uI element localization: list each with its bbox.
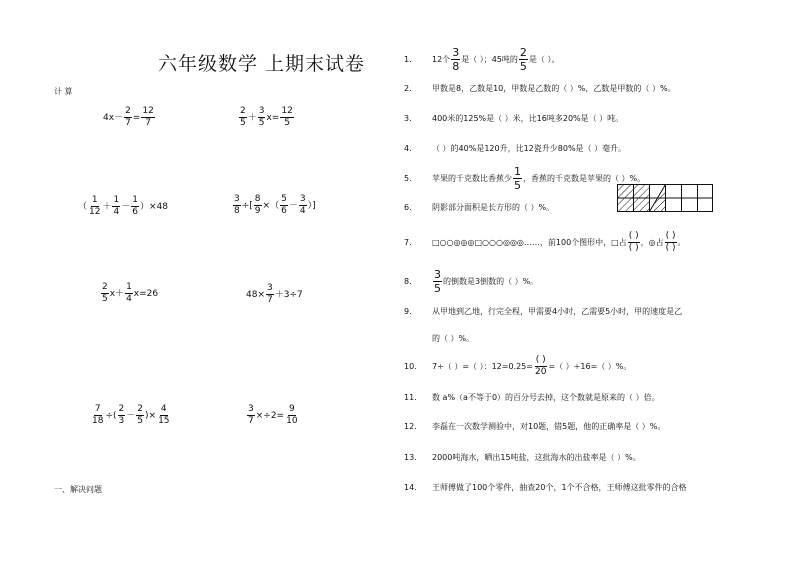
section-calc-label: 计 算 (54, 87, 73, 96)
calc-1b: $\frac{2}{5}$ ＋ $\frac{3}{5}$ x= $\frac{12}{5}$ (240, 106, 293, 128)
question-1: 1. 12个 $\frac{3}{8}$ 是（ ）；45吨的 $\frac{2}{5}$ 是（ ）。 (404, 46, 560, 73)
calc-3b: 48× $\frac{3}{7}$ ＋3÷7 (246, 283, 303, 305)
section-solve-label: 一、解决问题 (54, 485, 102, 494)
question-13: 13. 2000吨海水，晒出15吨盐，这批海水的出盐率是（ ）%。 (404, 453, 641, 462)
calc-1a: 4x－ $\frac{2}{7}$ = $\frac{12}{7}$ (103, 106, 154, 128)
calc-4b: $\frac{3}{7}$ ×÷2= $\frac{9}{10}$ (248, 404, 298, 426)
calc-4a: $\frac{7}{18}$ ÷( $\frac{2}{3}$ － $\frac{2}{5}$ )× $\frac{4}{15}$ (92, 404, 170, 426)
question-4: 4. （ ）的40%是120升，比12瓷升少80%是（ ）毫升。 (404, 144, 627, 153)
question-14: 14. 王师傅做了100个零件，抽查20个，1个不合格，王师傅这批零件的合格 (404, 483, 687, 492)
question-9-line2: 的（ ）%。 (432, 334, 475, 343)
question-2: 2. 甲数是8，乙数是10，甲数是乙数的（ ）%，乙数是甲数的（ ）%。 (404, 84, 676, 93)
question-5: 5. 苹果的千克数比香蕉少 $\frac{1}{5}$ ，香蕉的千克数是苹果的（ ）%。 (404, 165, 646, 192)
shaded-rectangle-figure (617, 184, 713, 212)
question-8: 8. $\frac{3}{5}$ 的倒数是3倒数的（ ）%。 (404, 268, 539, 295)
question-10: 10. 7÷（ ）=（ ）：12=0.25= $\frac{( )}{20}$ =（ ）÷16=（ ）%。 (404, 355, 632, 377)
calc-3a: $\frac{2}{5}$ x＋ $\frac{1}{4}$ x=26 (102, 282, 159, 304)
question-3: 3. 400米的125%是（ ）米，比16吨多20%是（ ）吨。 (404, 114, 624, 123)
question-6: 6. 阴影部分面积是长方形的（ ）%。 (404, 203, 555, 212)
question-9-line1: 9. 从甲地到乙地，行完全程，甲需要4小时，乙需要5小时，甲的速度是乙 (404, 307, 683, 316)
question-7: 7. □○○◎◎◎□○○○◎◎◎……，前100个图形中，□占 $\frac{( )}{( )}$ ，◎占 $\frac{( )}{( )}$ 。 (404, 231, 686, 253)
calc-2a: （ $\frac{1}{12}$ ＋ $\frac{1}{4}$ － $\frac{1}{6}$ ）×48 (78, 195, 168, 217)
question-11: 11. 数 a%（a不等于0）的百分号去掉，这个数就是原来的（ ）倍。 (404, 393, 660, 402)
calc-2b: $\frac{3}{8}$ ÷[ $\frac{8}{9}$ ×（ $\frac{5}{6}$ － $\frac{3}{4}$ ）] (234, 194, 316, 216)
page-title: 六年级数学 上期末试卷 (158, 53, 366, 75)
question-12: 12. 李磊在一次数学测验中，对10题，错5题，他的正确率是（ ）%。 (404, 422, 666, 431)
